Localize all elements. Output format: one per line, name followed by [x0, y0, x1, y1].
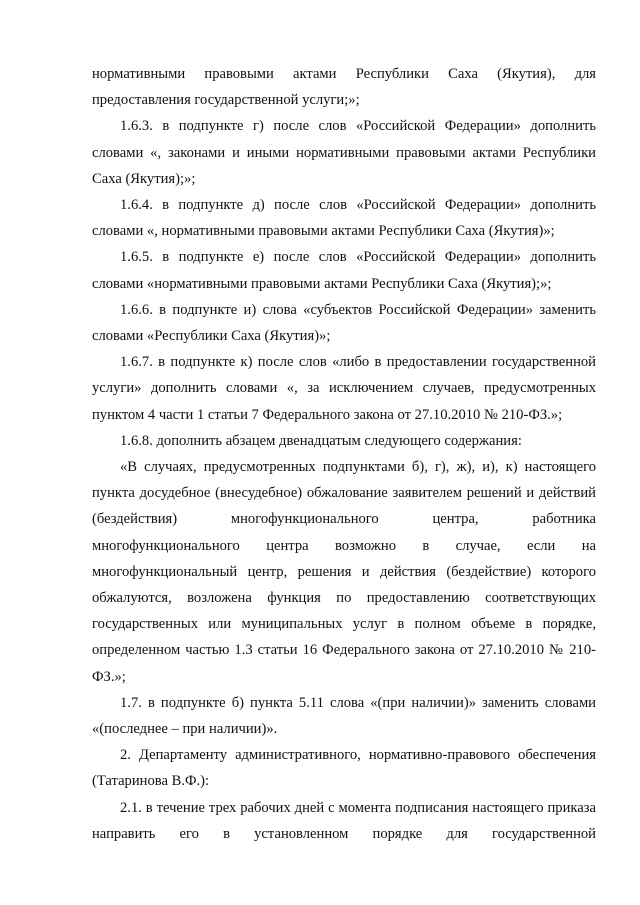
- paragraph-1-6-8: 1.6.8. дополнить абзацем двенадцатым следующего содержания:: [120, 432, 522, 449]
- paragraph-1-6-4: 1.6.4. в подпункте д) после слов «Российской Федерации» дополнить словами «, нормативными правовыми актами Республики Саха (Якутия)»;: [92, 197, 596, 240]
- paragraph-1-6-6: 1.6.6. в подпункте и) слова «субъектов Российской Федерации» заменить словами «Республики Саха (Якутия)»;: [92, 301, 596, 345]
- paragraph-1-6-3: 1.6.3. в подпункте г) после слов «Российской Федерации» дополнить словами «, законами и иными нормативными правовыми актами Республики Саха (Якутия);»;: [92, 118, 596, 187]
- paragraph-2-1: 2.1. в течение трех рабочих дней с момента подписания настоящего приказа направить его в установленном порядке для государственной: [92, 799, 596, 842]
- paragraph-1-7: 1.7. в подпункте б) пункта 5.11 слова «(при наличии)» заменить словами «(последнее – при наличии)».: [92, 694, 596, 738]
- paragraph-2: 2. Департаменту административного, нормативно-правового обеспечения (Татаринова В.Ф.):: [92, 747, 596, 790]
- paragraph-quoted-addition: «В случаях, предусмотренных подпунктами б), г), ж), и), к) настоящего пункта досудебное (внесудебное) обжалование заявителем решений и действий (бездействия) многофункционального центра, работника многофункционального центра возможно в случае, если на многофункциональный центр, решения и действия (бездействие) которого обжалуются, возложена функция по предоставлению соответствующих государственных или муниципальных услуг в полном объеме в порядке, определенном частью 1.3 статьи 16 Федерального закона от 27.10.2010 № 210-ФЗ.»;: [92, 459, 596, 685]
- paragraph-1-6-5: 1.6.5. в подпункте е) после слов «Российской Федерации» дополнить словами «нормативными правовыми актами Республики Саха (Якутия);»;: [92, 249, 596, 292]
- paragraph-1-6-7: 1.6.7. в подпункте к) после слов «либо в предоставлении государственной услуги» дополнить словами «, за исключением случаев, предусмотренных пунктом 4 части 1 статьи 7 Федерального закона от 27.10.2010 № 210-ФЗ.»;: [92, 354, 596, 423]
- paragraph-continuation: нормативными правовыми актами Республики Саха (Якутия), для предоставления государственной услуги;»;: [92, 66, 596, 109]
